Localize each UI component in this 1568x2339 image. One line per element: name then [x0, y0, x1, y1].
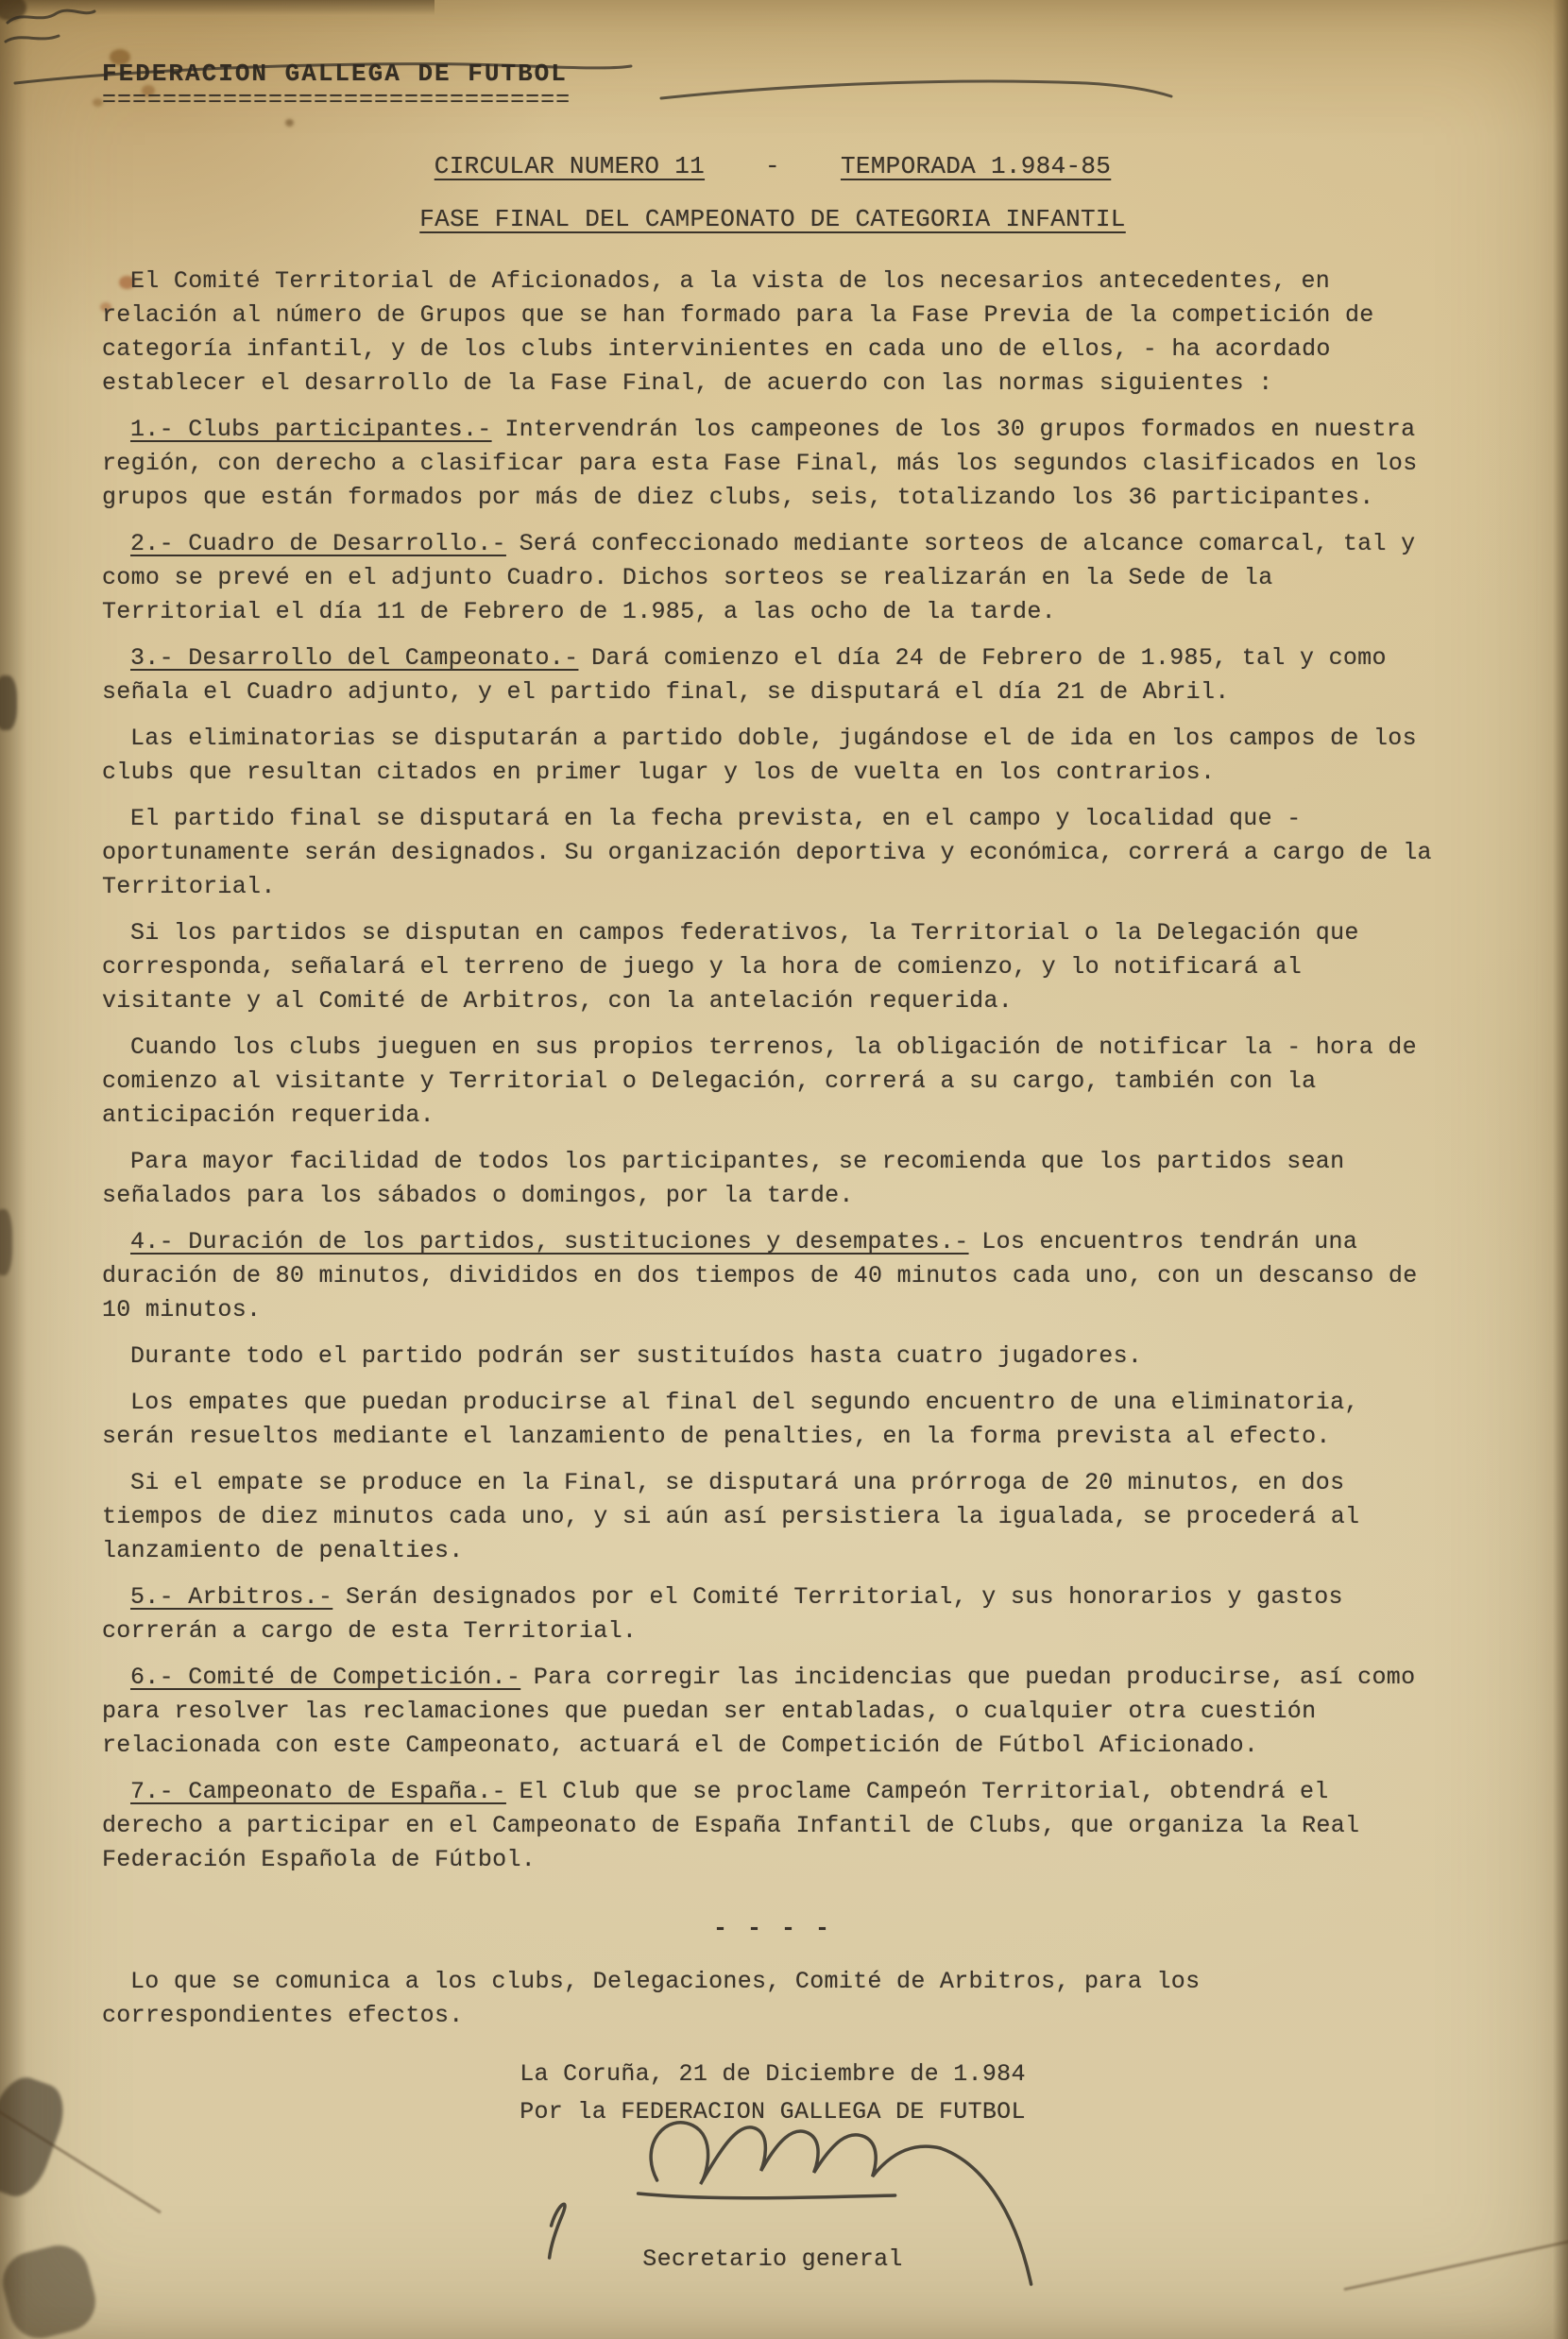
paragraph	[102, 1466, 1443, 1568]
letterhead-name: FEDERACION GALLEGA DE FUTBOL	[102, 60, 568, 88]
section-3	[102, 641, 1443, 709]
paragraph-text: Durante todo el partido podrán ser sustituídos hasta cuatro jugadores.	[130, 1342, 1143, 1370]
section-heading: 6.- Comité de Competición.-	[130, 1664, 521, 1691]
paragraph-text: Será confeccionado mediante sorteos de alcance comarcal, tal y como se prevé en el adjunto Cuadro. Dichos sorteos se realizarán en la Sede de la Territorial el día 11 de Febrero de 1.985, a las ocho de la tarde.	[102, 530, 1416, 625]
paragraph-text: Serán designados por el Comité Territorial, y sus honorarios y gastos correrán a cargo de esta Territorial.	[102, 1583, 1343, 1645]
signature-main	[651, 2123, 940, 2184]
section-heading: 5.- Arbitros.-	[130, 1583, 333, 1611]
section-6	[102, 1661, 1443, 1763]
document-subtitle	[102, 202, 1443, 236]
paragraph-text: Dará comienzo el día 24 de Febrero de 1.985, tal y como señala el Cuadro adjunto, y el partido final, se disputará el día 21 de Abril.	[102, 644, 1387, 706]
intro-paragraph	[102, 265, 1443, 401]
closing-paragraph: Lo que se comunica a los clubs, Delegaciones, Comité de Arbitros, para los correspondientes efectos.	[102, 1968, 1201, 2029]
paragraph-text: Si los partidos se disputan en campos federativos, la Territorial o la Delegación que corresponda, señalará el terreno de juego y la hora de comienzo, y lo notificará al visitante y al Comité de Arbitros, con la antelación requerida.	[102, 919, 1359, 1015]
paragraph-text: Intervendrán los campeones de los 30 grupos formados en nuestra región, con derecho a clasificar para esta Fase Final, más los segundos clasificados en los grupos que están formados por más de diez clubs, seis, totalizando los 36 participantes.	[102, 416, 1418, 511]
signature-tick	[550, 2204, 565, 2258]
document-body	[102, 265, 1443, 1889]
section-1	[102, 413, 1443, 515]
section-2	[102, 527, 1443, 629]
paragraph-text: Las eliminatorias se disputarán a partido doble, jugándose el de ida en los campos de los clubs que resultan citados en primer lugar y los de vuelta en los contrarios.	[102, 725, 1417, 786]
season-label: TEMPORADA 1.984-85	[840, 152, 1112, 180]
signature-block	[102, 2133, 1443, 2282]
paragraph-text: Para corregir las incidencias que puedan producirse, así como para resolver las reclamaciones que puedan ser entabladas, o cualquier otra cuestión relacionada con este Campeonato, actuará el de Competición de Fútbol Aficionado.	[102, 1664, 1416, 1759]
signatory-organization: Por la FEDERACION GALLEGA DE FUTBOL	[520, 2098, 1026, 2126]
paragraph-text: El partido final se disputará en la fecha prevista, en el campo y localidad que - oportunamente serán designados. Su organización deportiva y económica, correrá a cargo de la Territorial.	[102, 805, 1432, 900]
paragraph-text: Cuando los clubs jueguen en sus propios terrenos, la obligación de notificar la - hora de comienzo al visitante y Territorial o Delegación, correrá a su cargo, también con la anticipación requerida.	[102, 1033, 1417, 1129]
section-4	[102, 1225, 1443, 1327]
paragraph	[102, 722, 1443, 790]
paragraph-text: El Comité Territorial de Aficionados, a la vista de los necesarios antecedentes, en relación al número de Grupos que se han formado para la Fase Previa de la competición de categoría infantil, y de los clubs intervinientes en cada uno de ellos, - ha acordado establecer el desarrollo de la Fase Final, de acuerdo con las normas siguientes :	[102, 267, 1374, 397]
circular-number: CIRCULAR NUMERO 11	[434, 152, 706, 180]
long-right-stroke	[661, 81, 1171, 98]
letterhead-strike	[15, 64, 631, 83]
section-divider: - - - -	[712, 1915, 833, 1942]
section-heading: 3.- Desarrollo del Campeonato.-	[130, 644, 579, 672]
section-heading: 2.- Cuadro de Desarrollo.-	[130, 530, 506, 557]
section-7	[102, 1775, 1443, 1877]
paragraph-text: El Club que se proclame Campeón Territorial, obtendrá el derecho a participar en el Campeonato de España Infantil de Clubs, que organiza la Real Federación Española de Fútbol.	[102, 1778, 1360, 1873]
pen-strokes-top	[0, 0, 1190, 161]
paragraph	[102, 916, 1443, 1018]
corner-scribble-2	[6, 36, 59, 42]
signature-tail	[941, 2148, 1031, 2284]
corner-scribble-1	[8, 10, 94, 23]
section-heading: 4.- Duración de los partidos, sustituciones y desempates.-	[130, 1228, 969, 1255]
paragraph-text: Para mayor facilidad de todos los participantes, se recomienda que los partidos sean señalados para los sábados o domingos, por la tarde.	[102, 1148, 1345, 1209]
section-heading: 1.- Clubs participantes.-	[130, 416, 492, 443]
place-date: La Coruña, 21 de Diciembre de 1.984	[520, 2060, 1026, 2088]
paragraph	[102, 802, 1443, 904]
section-5	[102, 1580, 1443, 1648]
paragraph-text: Los encuentros tendrán una duración de 80 minutos, divididos en dos tiempos de 40 minutos cada uno, con un descanso de 10 minutos.	[102, 1228, 1418, 1323]
subject-line: FASE FINAL DEL CAMPEONATO DE CATEGORIA INFANTIL	[419, 205, 1126, 233]
paragraph-text: Los empates que puedan producirse al final del segundo encuentro de una eliminatoria, serán resueltos mediante el lanzamiento de penalties, en la forma prevista al efecto.	[102, 1389, 1359, 1450]
letterhead-rule: ===============================	[102, 86, 571, 113]
title-separator: -	[765, 152, 780, 180]
signoff	[102, 2057, 1443, 2311]
paragraph-text: Si el empate se produce en la Final, se disputará una prórroga de 20 minutos, en dos tiempos de diez minutos cada uno, y si aún así persistiera la igualada, se procederá al lanzamiento de penalties.	[102, 1469, 1360, 1564]
section-heading: 7.- Campeonato de España.-	[130, 1778, 506, 1805]
paragraph	[102, 1031, 1443, 1133]
paragraph	[102, 1340, 1443, 1374]
signature-flourish	[639, 2194, 895, 2198]
signatory-title: Secretario general	[642, 2245, 903, 2273]
paragraph	[102, 1145, 1443, 1213]
paragraph	[102, 1386, 1443, 1454]
